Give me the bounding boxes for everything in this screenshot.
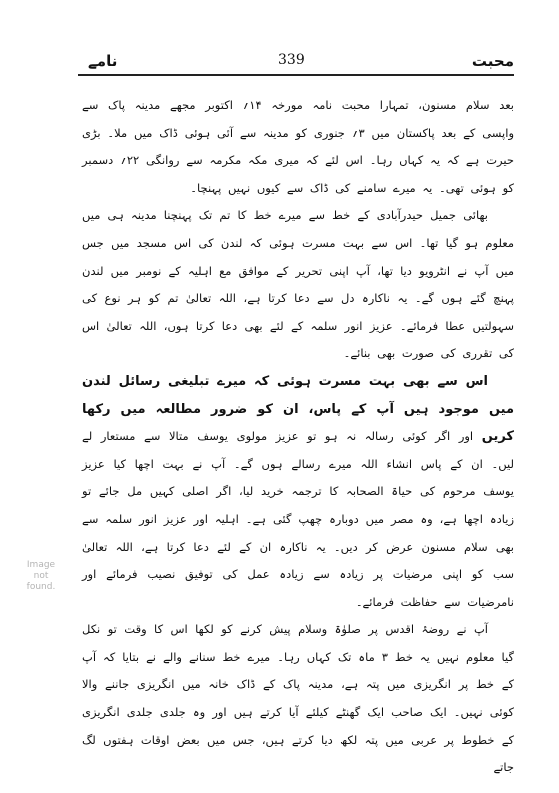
letter-body [82,92,514,782]
emphasized-sentence: اس سے بھی بہت مسرت ہوئی کہ میرے تبلیغی رسائل لندن میں موجود ہیں آپ کے پاس، ان کو ضرور مطالعہ میں رکھا کریں [82,373,514,445]
paragraph-3 [82,368,514,616]
paragraph-2: بھائی جمیل حیدرآبادی کے خط سے میرے خط کا تم تک پہنچنا مدینہ ہی میں معلوم ہو گیا تھا۔ اس سے بہت مسرت ہوئی کہ لندن کی اس مسجد میں جس میں آپ نے انٹرویو دیا تھا، آپ اپنی تحریر کے موافق مع اہلیہ کے نومبر میں لندن پہنچ گئے ہوں گے۔ یہ ناکارہ دل سے دعا کرتا ہے، اللہ تعالیٰ تم کو ہر نوع کی سہولتیں عطا فرمائے۔ عزیز انور سلمہ کے لئے بھی دعا کرتا ہوں، اللہ تعالیٰ اس کی تقرری کی صورت بھی بنائے۔ [82,208,514,361]
broken-image-placeholder: Image not found. [26,560,56,592]
header-title-right: محبت [471,52,514,70]
header-title-left: نامے [88,52,118,70]
page-number: 339 [278,52,305,68]
paragraph-4: آپ نے روضۂ اقدس پر صلوٰۃ وسلام پیش کرنے کو لکھا اس کا وقت تو نکل گیا معلوم نہیں یہ خط ۳ ماہ تک کہاں رہا۔ میرے خط سنانے والے نے بتایا کہ آپ کے خط پر انگریزی میں پتہ ہے، مدینہ پاک کے ڈاک خانہ میں انگریزی جاننے والا کوئی نہیں۔ ایک صاحب ایک گھنٹے کیلئے آیا کرتے ہیں اور وہ جلدی جلدی انگریزی کے خطوط پر عربی میں پتہ لکھ دیا کرتے ہیں، جس میں بعض اوقات ہفتوں لگ جاتے [82,622,514,775]
paragraph-3-rest: اور اگر کوئی رسالہ نہ ہو تو عزیز مولوی یوسف متالا سے مستعار لے لیں۔ ان کے پاس انشاء اللہ میرے رسالے ہوں گے۔ آپ نے بہت اچھا کیا عزیز یوسف مرحوم کی حیاۃ الصحابہ کا ترجمہ خرید لیا، اگر اصلی کہیں مل جائے تو زیادہ اچھا ہے، وہ مصر میں دوبارہ چھپ گئی ہے۔ اہلیہ اور عزیز انور سلمہ سے بھی سلام مسنون عرض کر دیں۔ یہ ناکارہ ان کے لئے دعا کرتا ہے، اللہ تعالیٰ سب کو اپنی مرضیات پر زیادہ سے زیادہ عمل کی توفیق نصیب فرمائے اور نامرضیات سے حفاظت فرمائے۔ [82,429,514,609]
header-rule [78,74,514,76]
running-header [78,52,514,74]
paragraph-1: بعد سلام مسنون، تمہارا محبت نامہ مورخہ ۱۴؍ اکتوبر مجھے مدینہ پاک سے واپسی کے بعد پاکستان میں ۳؍ جنوری کو مدینہ سے آئی ہوئی ڈاک میں ملا۔ بڑی حیرت ہے کہ یہ کہاں رہا۔ اس لئے کہ میری مکہ مکرمہ سے روانگی ۲۲؍ دسمبر کو ہوئی تھی۔ یہ میرے سامنے کی ڈاک سے کیوں نہیں پہنچا۔ [82,98,514,195]
